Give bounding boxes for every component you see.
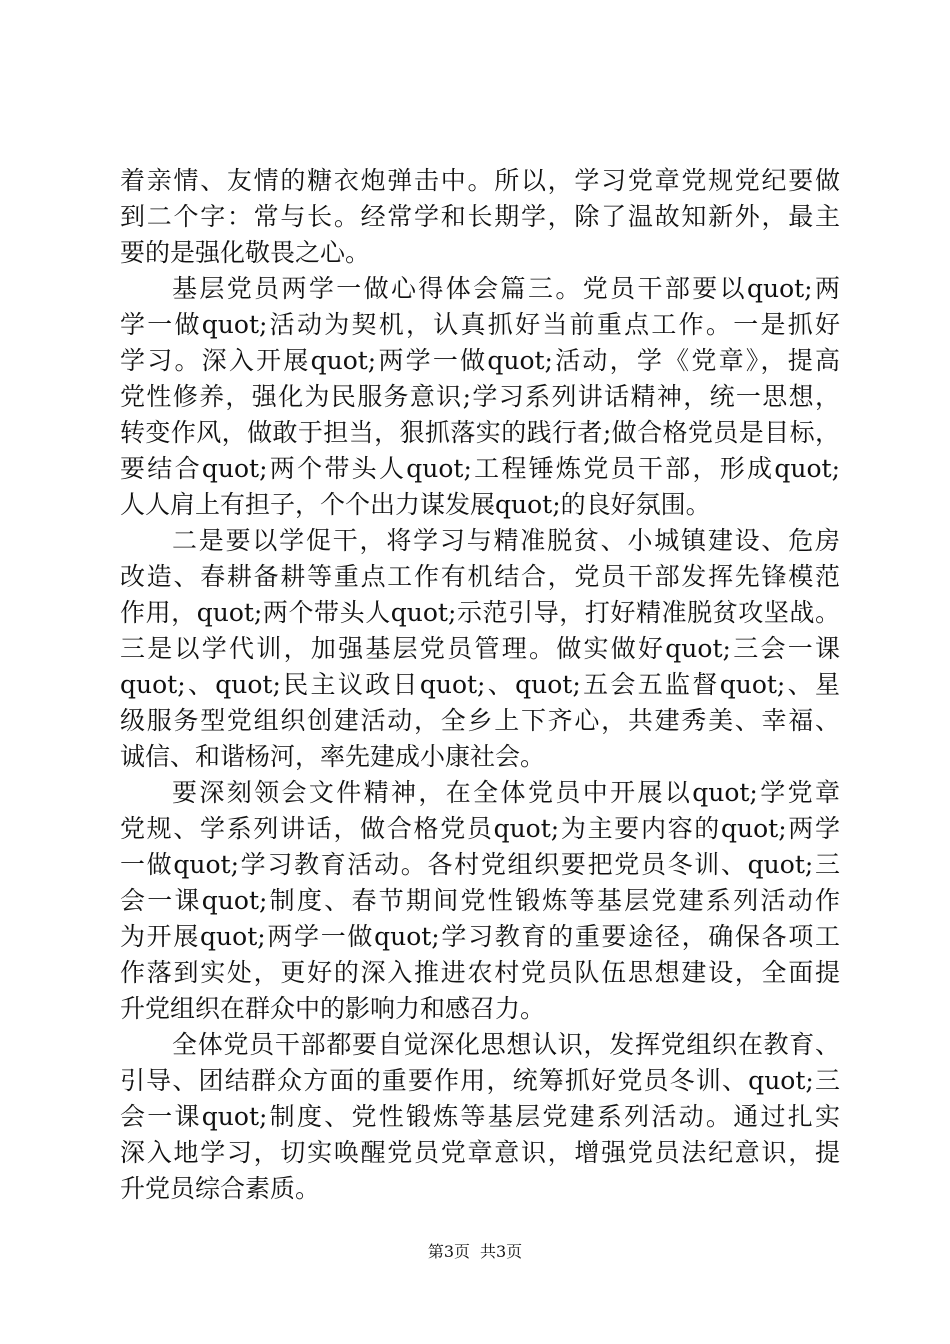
text-line: 到二个字：常与长。经常学和长期学，除了温故知新外，最主 — [120, 202, 840, 231]
text-line: 学习。深入开展quot;两学一做quot;活动，学《党章》，提高 — [120, 346, 840, 375]
text-line: 会一课quot;制度、党性锻炼等基层党建系列活动。通过扎实 — [120, 1102, 840, 1131]
text-line: 着亲情、友情的糖衣炮弹击中。所以，学习党章党规党纪要做 — [120, 166, 840, 195]
paragraph-first-line: 全体党员干部都要自觉深化思想认识，发挥党组织在教育、 — [172, 1030, 840, 1059]
text-line: 作落到实处，更好的深入推进农村党员队伍思想建设，全面提 — [120, 958, 840, 987]
text-line: 会一课quot;制度、春节期间党性锻炼等基层党建系列活动作 — [120, 886, 840, 915]
text-line: quot;、quot;民主议政日quot;、quot;五会五监督quot;、星 — [120, 670, 840, 699]
paragraph-first-line: 基层党员两学一做心得体会篇三。党员干部要以quot;两 — [172, 274, 840, 303]
page-footer — [0, 1242, 950, 1262]
text-line: 引导、团结群众方面的重要作用，统筹抓好党员冬训、quot;三 — [120, 1066, 840, 1095]
text-line: 人人肩上有担子，个个出力谋发展quot;的良好氛围。 — [120, 490, 711, 519]
text-line: 升党员综合素质。 — [120, 1174, 321, 1203]
text-line: 转变作风，做敢于担当，狠抓落实的践行者;做合格党员是目标， — [120, 418, 840, 447]
text-line: 改造、春耕备耕等重点工作有机结合，党员干部发挥先锋模范 — [120, 562, 840, 591]
text-line: 为开展quot;两学一做quot;学习教育的重要途径，确保各项工 — [120, 922, 840, 951]
text-line: 要结合quot;两个带头人quot;工程锤炼党员干部，形成quot; — [120, 454, 840, 483]
text-line: 学一做quot;活动为契机，认真抓好当前重点工作。一是抓好 — [120, 310, 840, 339]
text-line: 要的是强化敬畏之心。 — [120, 238, 371, 267]
text-line: 作用，quot;两个带头人quot;示范引导，打好精准脱贫攻坚战。 — [120, 598, 840, 627]
text-line: 升党组织在群众中的影响力和感召力。 — [120, 994, 546, 1023]
text-line: 党规、学系列讲话，做合格党员quot;为主要内容的quot;两学 — [120, 814, 840, 843]
text-line: 诚信、和谐杨河，率先建成小康社会。 — [120, 742, 546, 771]
page-number-total: 共3页 — [480, 1242, 523, 1261]
text-line: 三是以学代训，加强基层党员管理。做实做好quot;三会一课 — [120, 634, 840, 663]
text-line: 深入地学习，切实唤醒党员党章意识，增强党员法纪意识，提 — [120, 1138, 840, 1167]
paragraph-first-line: 要深刻领会文件精神，在全体党员中开展以quot;学党章 — [172, 778, 840, 807]
paragraph-first-line: 二是要以学促干，将学习与精准脱贫、小城镇建设、危房 — [172, 526, 840, 555]
text-line: 级服务型党组织创建活动，全乡上下齐心，共建秀美、幸福、 — [120, 706, 840, 735]
text-line: 一做quot;学习教育活动。各村党组织要把党员冬训、quot;三 — [120, 850, 840, 879]
text-line: 党性修养，强化为民服务意识;学习系列讲话精神，统一思想， — [120, 382, 840, 411]
page-number-current: 第3页 — [427, 1242, 470, 1261]
document-body — [120, 163, 840, 1207]
